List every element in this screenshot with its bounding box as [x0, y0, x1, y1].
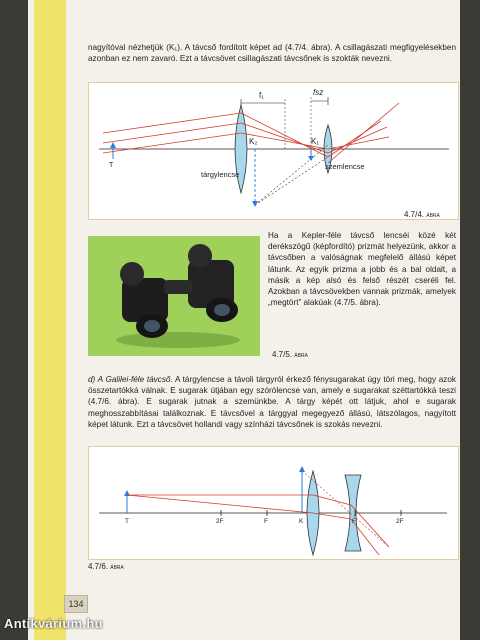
paragraph-galilei [88, 374, 456, 430]
label-2f-left: 2F [216, 518, 224, 525]
label-k2: K₂ [249, 137, 258, 146]
ray-10 [328, 103, 399, 163]
image-arrow-head [308, 156, 314, 161]
paragraph-top-text: nagyítóval nézhetjük (K₁). A távcső fordított képet ad (4.7/4. ábra). A csillagászati megfigyelésekben azonban ez nem zavaró. Ezt a távcsövet csillagászati távcsőnek is szokták nevezni. [88, 43, 456, 64]
paragraph-galilei-text [88, 374, 456, 430]
object-arrow-head [110, 142, 116, 148]
paragraph-prism [268, 230, 456, 308]
binoculars-bridge [164, 280, 192, 294]
objective-lens [235, 105, 247, 193]
galilei-diagram [89, 447, 458, 559]
binoculars-lens-left [144, 320, 160, 332]
virtual-ray-2 [255, 145, 328, 205]
caption-3-num: 4.7/6. [88, 562, 109, 571]
caption-1-word: ábra [426, 210, 440, 219]
label-k: K [299, 518, 304, 525]
ray-1 [103, 113, 241, 133]
binoculars-photo [88, 236, 260, 356]
label-t: T [109, 162, 114, 169]
ray-2 [103, 123, 241, 143]
label-fsz: fsz [313, 88, 324, 97]
virtual-ray-1 [255, 157, 328, 205]
caption-2-word: ábra [294, 350, 308, 359]
label-f-left: F [264, 518, 268, 525]
galilei-body: A tárgylencse a távoli tárgyról érkező fénysugarakat úgy töri meg, hogy azok összetartókká válnak. E sugarak útjában egy szórólencse van, amely e sugarakat széttartókká teszi (4.7/6. ábra). E sugarak jutnak a szemünkbe. A tárgy képét ott látjuk, ahol e sugarak meghosszabbításai találkoznak. E távcsővel a tárggyal megegyező állású, látszólagos, nagyított képet látunk. Ezt a távcsövet hollandi vagy színházi távcsőnek is szokás nevezni. [88, 375, 457, 429]
caption-figure-1 [404, 210, 440, 219]
binoculars-lens-right [214, 304, 230, 316]
binoculars-shadow [116, 332, 240, 348]
label-t-2: T [125, 518, 129, 525]
figure-kepler-telescope [88, 82, 459, 220]
galilei-title: d) A Galilei-féle távcső. [88, 375, 173, 384]
label-f1: f₁ [259, 91, 264, 100]
ray-g4 [127, 495, 313, 513]
binoculars-eyepiece-left [120, 262, 144, 286]
paragraph-prism-text: Ha a Kepler-féle távcső lencséi közé két derékszögű (képfordító) prizmát helyezünk, akkor a távcsőben a valóságnak megfelelő állású képet látunk. Az egyik prizma a jobb és a bal oldalt, a másik a kép alsó és felső részét cseréli fel. Azokban a távcsövekben vannak prizmák, amelyek „megtört” alakúak (4.7/5. ábra). [268, 231, 456, 308]
label-eyepiece: szemlencse [325, 162, 365, 171]
label-2f-right: 2F [396, 518, 404, 525]
caption-3-word: ábra [110, 562, 124, 571]
caption-2-num: 4.7/5. [272, 350, 293, 359]
kepler-diagram [89, 83, 458, 219]
caption-1-num: 4.7/4. [404, 210, 425, 219]
caption-figure-2 [272, 350, 308, 359]
ray-9 [328, 137, 389, 149]
watermark-text: Antikvárium.hu [4, 616, 103, 631]
figure-galilei-telescope [88, 446, 459, 560]
page-number: 134 [64, 595, 88, 613]
label-objective: tárgylencse [201, 170, 240, 179]
binoculars-eyepiece-right [188, 244, 212, 268]
virtual-image-head [252, 201, 258, 207]
binoculars-illustration [88, 236, 260, 356]
ray-7 [328, 121, 381, 157]
label-k1: K₁ [311, 137, 320, 146]
label-f-right: F [352, 518, 356, 525]
caption-figure-3 [88, 562, 124, 571]
ray-3 [103, 133, 241, 153]
margin-strip [34, 0, 66, 640]
paragraph-top [88, 42, 456, 64]
